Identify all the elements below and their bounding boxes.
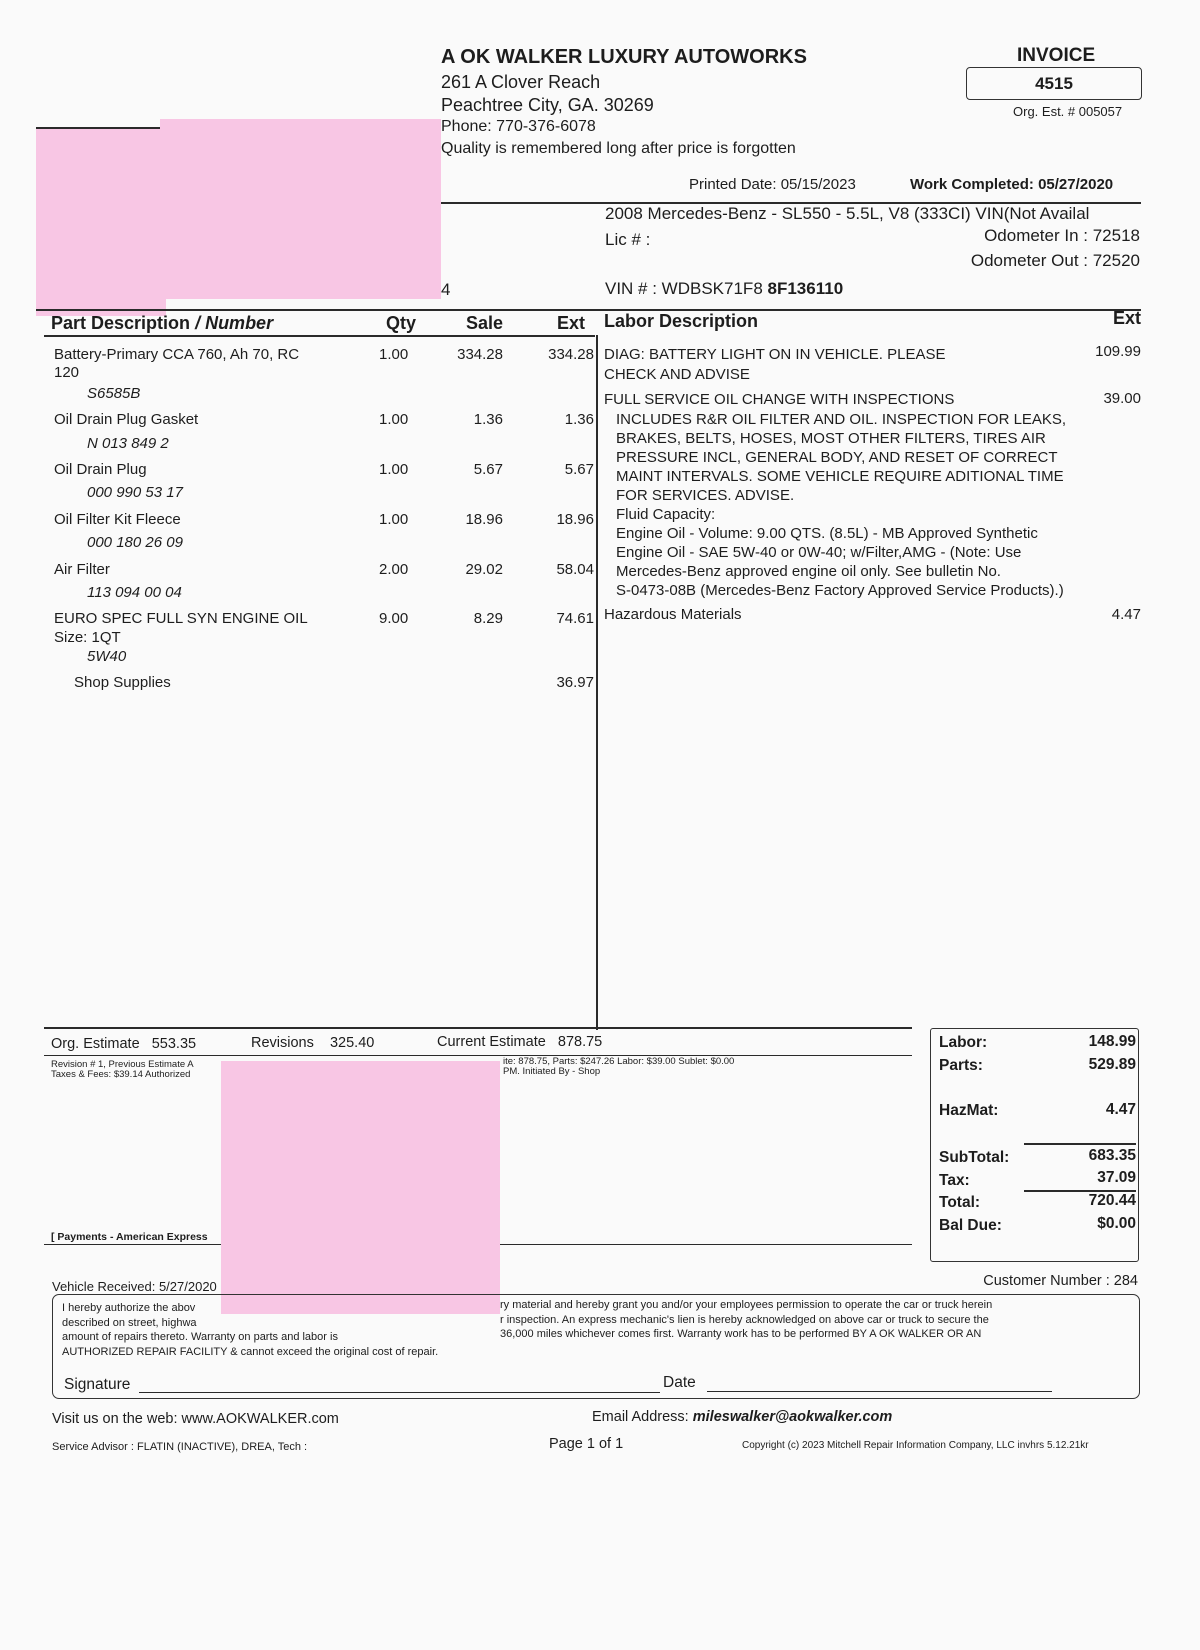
labor-detail-line: S-0473-08B (Mercedes-Benz Factory Approved Service Products).) <box>616 582 1064 599</box>
labor-header-ext: Ext <box>1112 308 1141 328</box>
shop-supplies-ext: 36.97 <box>556 674 594 691</box>
redaction-customer <box>160 119 441 299</box>
revision-note-left <box>51 1060 194 1080</box>
redaction-payments <box>221 1061 500 1314</box>
org-estimate: Org. Estimate 553.35 <box>51 1036 197 1052</box>
part-desc: Oil Filter Kit Fleece <box>54 511 181 528</box>
totals-parts-label: Parts: <box>939 1057 983 1074</box>
totals-labor: 148.99 <box>1088 1033 1136 1050</box>
labor-diag-ext: 109.99 <box>1095 343 1141 360</box>
shop-name: A OK WALKER LUXURY AUTOWORKS <box>441 46 807 68</box>
labor-detail-line: Engine Oil - SAE 5W-40 or 0W-40; w/Filter,AMG - (Note: Use <box>616 544 1022 561</box>
totals-subtotal-label: SubTotal: <box>939 1149 1010 1166</box>
auth-line: AUTHORIZED REPAIR FACILITY & cannot exceed the original cost of repair. <box>62 1345 439 1358</box>
labor-diag-line: CHECK AND ADVISE <box>604 366 750 383</box>
part-ext: 18.96 <box>556 511 594 528</box>
subtotal-rule <box>1024 1143 1136 1145</box>
email-label: Email Address: <box>592 1409 693 1425</box>
labor-detail-line: FOR SERVICES. ADVISE. <box>616 487 795 504</box>
labor-hazmat-ext: 4.47 <box>1111 606 1141 623</box>
part-ext: 1.36 <box>564 411 594 428</box>
labor-diag <box>604 345 946 385</box>
auth-line: 36,000 miles whichever comes first. Warranty work has to be performed BY A OK WALKER OR AN <box>500 1328 982 1340</box>
vehicle-description: 2008 Mercedes-Benz - SL550 - 5.5L, V8 (333CI) VIN(Not Availal <box>605 204 1090 223</box>
revision-line: ite: 878.75, Parts: $247.26 Labor: $39.00 Sublet: $0.00 <box>503 1056 735 1067</box>
part-sale: 29.02 <box>465 561 503 578</box>
vin-label: VIN # : WDBSK71F8 <box>605 279 763 298</box>
part-desc-2: 120 <box>54 364 80 381</box>
revision-line: PM. Initiated By - Shop <box>503 1066 601 1077</box>
date-label: Date <box>663 1374 696 1391</box>
part-number: 113 094 00 04 <box>87 584 182 601</box>
vehicle-received: Vehicle Received: 5/27/2020 <box>52 1279 217 1294</box>
copyright: Copyright (c) 2023 Mitchell Repair Information Company, LLC invhrs 5.12.21kr <box>742 1440 1089 1451</box>
parts-header-sale: Sale <box>466 313 504 333</box>
table-top-rule <box>36 309 1141 311</box>
odometer-in: Odometer In : 72518 <box>984 226 1140 245</box>
email-address: mileswalker@aokwalker.com <box>692 1409 893 1425</box>
email[interactable] <box>592 1409 892 1425</box>
part-number: 000 990 53 17 <box>87 484 183 501</box>
labor-oil-title: FULL SERVICE OIL CHANGE WITH INSPECTIONS <box>604 391 955 408</box>
part-qty: 1.00 <box>379 511 409 528</box>
work-completed: Work Completed: 05/27/2020 <box>910 176 1114 193</box>
parts-header-rule <box>44 335 595 337</box>
labor-detail-line: Mercedes-Benz approved engine oil only. See bulletin No. <box>616 563 1001 580</box>
part-desc: Battery-Primary CCA 760, Ah 70, RC <box>54 346 300 363</box>
vin <box>605 279 843 299</box>
vin-suffix: 8F136110 <box>767 279 844 298</box>
totals-subtotal: 683.35 <box>1088 1147 1136 1164</box>
labor-detail-line: MAINT INTERVALS. SOME VEHICLE REQUIRE ADITIONAL TIME <box>616 468 1064 485</box>
parts-header-ext: Ext <box>557 313 586 333</box>
revisions: Revisions 325.40 <box>251 1035 375 1051</box>
redaction-left <box>36 129 166 316</box>
labor-detail-line: BRAKES, BELTS, HOSES, MOST OTHER FILTERS, TIRES AIR <box>616 430 1046 447</box>
authorization-right <box>500 1298 992 1342</box>
shop-motto: Quality is remembered long after price is forgotten <box>441 140 796 157</box>
labor-detail-line: Fluid Capacity: <box>616 506 716 523</box>
invoice-label: INVOICE <box>1017 45 1096 66</box>
totals-total: 720.44 <box>1088 1192 1136 1209</box>
signature-line[interactable] <box>139 1392 660 1393</box>
auth-line: r inspection. An express mechanic's lien is hereby acknowledged on above car or truck to secure the <box>500 1313 989 1326</box>
labor-header-desc: Labor Description <box>604 311 759 331</box>
revision-line: Revision # 1, Previous Estimate A <box>51 1059 194 1070</box>
labor-detail-line: Engine Oil - Volume: 9.00 QTS. (8.5L) - MB Approved Synthetic <box>616 525 1038 542</box>
odometer-out: Odometer Out : 72520 <box>970 251 1140 270</box>
service-advisor: Service Advisor : FLATIN (INACTIVE), DREA, Tech : <box>52 1441 308 1453</box>
parts-header-desc: Part Description / Number <box>51 313 274 333</box>
shop-street: 261 A Clover Reach <box>441 72 601 92</box>
part-qty: 1.00 <box>379 461 409 478</box>
customer-number: Customer Number : 284 <box>983 1273 1138 1289</box>
part-number: S6585B <box>87 385 141 402</box>
labor-detail-line: INCLUDES R&R OIL FILTER AND OIL. INSPECTION FOR LEAKS, <box>616 411 1067 428</box>
parts-header-qty: Qty <box>386 313 417 333</box>
part-desc: EURO SPEC FULL SYN ENGINE OIL <box>54 610 308 627</box>
part-number: 5W40 <box>87 648 127 665</box>
signature-label: Signature <box>64 1376 131 1393</box>
org-est-number: Org. Est. # 005057 <box>1013 104 1123 119</box>
invoice-number: 4515 <box>1035 74 1073 93</box>
authorization-left <box>62 1301 438 1359</box>
part-desc: Oil Drain Plug Gasket <box>54 411 199 428</box>
part-desc-2: Size: 1QT <box>54 629 121 646</box>
auth-line: ry material and hereby grant you and/or your employees permission to operate the car or truck herein <box>500 1299 993 1311</box>
auth-line: I hereby authorize the abov <box>62 1302 196 1314</box>
totals-tax-label: Tax: <box>939 1172 970 1189</box>
estimate-top-rule <box>44 1027 912 1029</box>
part-desc: Oil Drain Plug <box>54 461 147 478</box>
auth-line: described on street, highwa <box>62 1316 197 1329</box>
totals-hazmat: 4.47 <box>1105 1101 1136 1118</box>
invoice-number-box <box>966 67 1142 100</box>
part-sale: 5.67 <box>473 461 503 478</box>
totals-hazmat-label: HazMat: <box>939 1102 999 1119</box>
labor-diag-line: DIAG: BATTERY LIGHT ON IN VEHICLE. PLEASE <box>604 346 946 363</box>
lic-number: Lic # : <box>605 230 651 249</box>
revision-note-right <box>503 1057 734 1077</box>
customer-fragment: 4 <box>441 280 451 299</box>
page-number: Page 1 of 1 <box>549 1436 624 1452</box>
part-ext: 58.04 <box>556 561 594 578</box>
labor-oil-ext: 39.00 <box>1103 390 1141 407</box>
part-ext: 334.28 <box>548 346 594 363</box>
part-qty: 1.00 <box>379 411 409 428</box>
part-qty: 1.00 <box>379 346 409 363</box>
column-divider <box>596 335 598 1030</box>
shop-supplies-label: Shop Supplies <box>74 674 171 691</box>
part-ext: 74.61 <box>556 610 594 627</box>
estimate-bottom-rule <box>44 1055 912 1056</box>
part-sale: 1.36 <box>473 411 503 428</box>
date-line[interactable] <box>707 1391 1052 1392</box>
auth-line: amount of repairs thereto. Warranty on parts and labor is <box>62 1331 338 1343</box>
labor-oil-details <box>616 410 1066 600</box>
part-number: 000 180 26 09 <box>87 534 183 551</box>
totals-total-label: Total: <box>939 1194 981 1211</box>
part-sale: 18.96 <box>465 511 503 528</box>
revision-line: Taxes & Fees: $39.14 Authorized <box>51 1069 191 1080</box>
part-sale: 8.29 <box>473 610 503 627</box>
shop-phone: Phone: 770-376-6078 <box>441 118 596 135</box>
totals-labor-label: Labor: <box>939 1034 988 1051</box>
labor-hazmat-label: Hazardous Materials <box>604 606 742 623</box>
totals-tax: 37.09 <box>1097 1169 1136 1186</box>
totals-baldue: $0.00 <box>1097 1215 1136 1232</box>
shop-city: Peachtree City, GA. 30269 <box>441 95 654 115</box>
part-qty: 9.00 <box>379 610 409 627</box>
part-number: N 013 849 2 <box>87 435 169 452</box>
payments-note: [ Payments - American Express <box>51 1231 208 1243</box>
current-estimate: Current Estimate 878.75 <box>437 1034 603 1050</box>
part-ext: 5.67 <box>564 461 594 478</box>
part-desc: Air Filter <box>54 561 110 578</box>
part-sale: 334.28 <box>457 346 503 363</box>
labor-detail-line: PRESSURE INCL, GENERAL BODY, AND RESET OF CORRECT <box>616 449 1058 466</box>
printed-date: Printed Date: 05/15/2023 <box>689 176 856 193</box>
website[interactable]: Visit us on the web: www.AOKWALKER.com <box>52 1411 339 1427</box>
part-qty: 2.00 <box>379 561 409 578</box>
totals-parts: 529.89 <box>1088 1056 1136 1073</box>
totals-baldue-label: Bal Due: <box>939 1217 1002 1234</box>
